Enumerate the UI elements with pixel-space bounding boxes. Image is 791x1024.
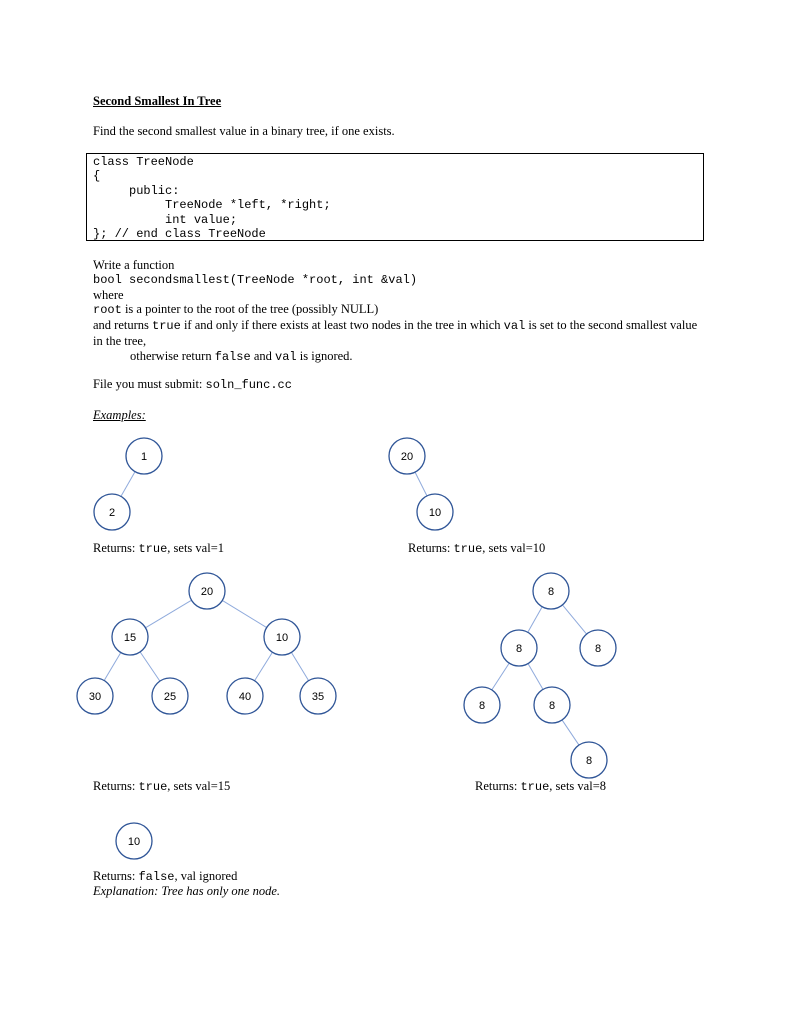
- end-text: is set to the second smallest value in the tree,: [93, 318, 698, 348]
- tree-node: [116, 823, 152, 859]
- tree-node: [534, 687, 570, 723]
- tree-node: [501, 630, 537, 666]
- returns-code: false: [138, 870, 175, 884]
- tree-node-label: 2: [108, 507, 116, 519]
- code-line: class TreeNode: [93, 155, 194, 169]
- val-code: val: [503, 319, 526, 334]
- tree-edge: [222, 600, 266, 627]
- write-a-function-text: Write a function: [93, 258, 175, 272]
- returns-label: Returns:: [93, 869, 139, 883]
- tree-edge: [562, 720, 579, 745]
- false-code: false: [214, 349, 251, 364]
- tree-edge: [415, 472, 427, 496]
- ignored-text: is ignored.: [296, 348, 353, 363]
- examples-label: Examples:: [93, 408, 146, 422]
- tree-node: [417, 494, 453, 530]
- and-returns-text: and returns: [93, 318, 153, 333]
- tree-node-label: 30: [88, 691, 102, 703]
- returns-rest: , val ignored: [174, 869, 238, 883]
- tree-node: [264, 619, 300, 655]
- tree-node-label: 35: [311, 691, 325, 703]
- returns-label: Returns:: [93, 541, 139, 555]
- example-3-returns: [93, 779, 230, 794]
- tree-node-label: 25: [163, 691, 177, 703]
- tree-node: [112, 619, 148, 655]
- tree-node-label: 8: [515, 643, 523, 655]
- val-code: val: [275, 349, 297, 364]
- code-line: public:: [93, 183, 180, 198]
- tree-node-label: 10: [428, 507, 442, 519]
- tree-node: [94, 494, 130, 530]
- tree-node-label: 8: [478, 700, 486, 712]
- tree-node-label: 20: [400, 451, 414, 463]
- tree-node-label: 40: [238, 691, 252, 703]
- example-2-returns: [408, 541, 545, 556]
- tree-node-label: 15: [123, 632, 137, 644]
- tree-edge: [291, 652, 308, 680]
- returns-code: true: [138, 780, 168, 794]
- returns-label: Returns:: [475, 779, 521, 793]
- tree-node: [571, 742, 607, 778]
- returns-rest: , sets val=10: [482, 541, 546, 555]
- returns-code: true: [453, 542, 483, 556]
- tree-node: [580, 630, 616, 666]
- tree-edge: [562, 605, 586, 634]
- example-5-explanation: Explanation: Tree has only one node.: [93, 884, 281, 898]
- tree-node: [533, 573, 569, 609]
- example-1-returns: [93, 541, 224, 556]
- tree-node-label: 10: [275, 632, 289, 644]
- and-text: and: [250, 348, 276, 363]
- code-line: TreeNode *left, *right;: [93, 198, 331, 213]
- tree-node-label: 20: [200, 586, 214, 598]
- returns-rest: , sets val=8: [549, 779, 606, 793]
- returns-code: true: [520, 780, 550, 794]
- tree-edge: [528, 664, 543, 690]
- tree-edge: [255, 652, 273, 681]
- tree-node-label: 8: [585, 755, 593, 767]
- code-line: int value;: [93, 212, 238, 227]
- returns-code: true: [138, 542, 168, 556]
- submit-label: File you must submit:: [93, 377, 206, 391]
- tree-node-label: 8: [547, 586, 555, 598]
- true-code: true: [152, 319, 181, 334]
- tree-edge: [492, 663, 509, 690]
- tree-node-label: 10: [127, 836, 141, 848]
- page-title: Second Smallest In Tree: [93, 94, 222, 108]
- tree-node: [77, 678, 113, 714]
- tree-edge: [104, 652, 121, 680]
- tree-node: [152, 678, 188, 714]
- tree-node: [126, 438, 162, 474]
- tree-node: [464, 687, 500, 723]
- returns-label: Returns:: [93, 779, 139, 793]
- intro-text: Find the second smallest value in a binary tree, if one exists.: [93, 124, 395, 138]
- tree-node-label: 1: [140, 451, 148, 463]
- tree-node: [300, 678, 336, 714]
- code-line: }; // end class TreeNode: [93, 227, 266, 242]
- mid-text: if and only if there exists at least two nodes in the tree in which: [180, 318, 504, 333]
- example-4-returns: [475, 779, 606, 794]
- returns-label: Returns:: [408, 541, 454, 555]
- root-code: root: [93, 303, 122, 318]
- tree-node: [227, 678, 263, 714]
- submit-filename: soln_func.cc: [205, 378, 292, 392]
- where-text: where: [93, 287, 124, 302]
- example-5-returns: [93, 869, 237, 884]
- tree-node: [189, 573, 225, 609]
- code-line: {: [93, 169, 101, 184]
- otherwise-text: otherwise return: [130, 348, 215, 363]
- tree-node: [389, 438, 425, 474]
- returns-rest: , sets val=1: [167, 541, 224, 555]
- tree-edge: [145, 600, 191, 628]
- tree-node-label: 8: [594, 643, 602, 655]
- tree-edge: [140, 652, 160, 681]
- returns-rest: , sets val=15: [167, 779, 231, 793]
- tree-edge: [121, 472, 135, 497]
- tree-edge: [528, 607, 542, 633]
- function-signature: bool secondsmallest(TreeNode *root, int &val): [93, 272, 418, 287]
- tree-node-label: 8: [548, 700, 556, 712]
- root-desc-text: is a pointer to the root of the tree (possibly NULL): [121, 302, 379, 317]
